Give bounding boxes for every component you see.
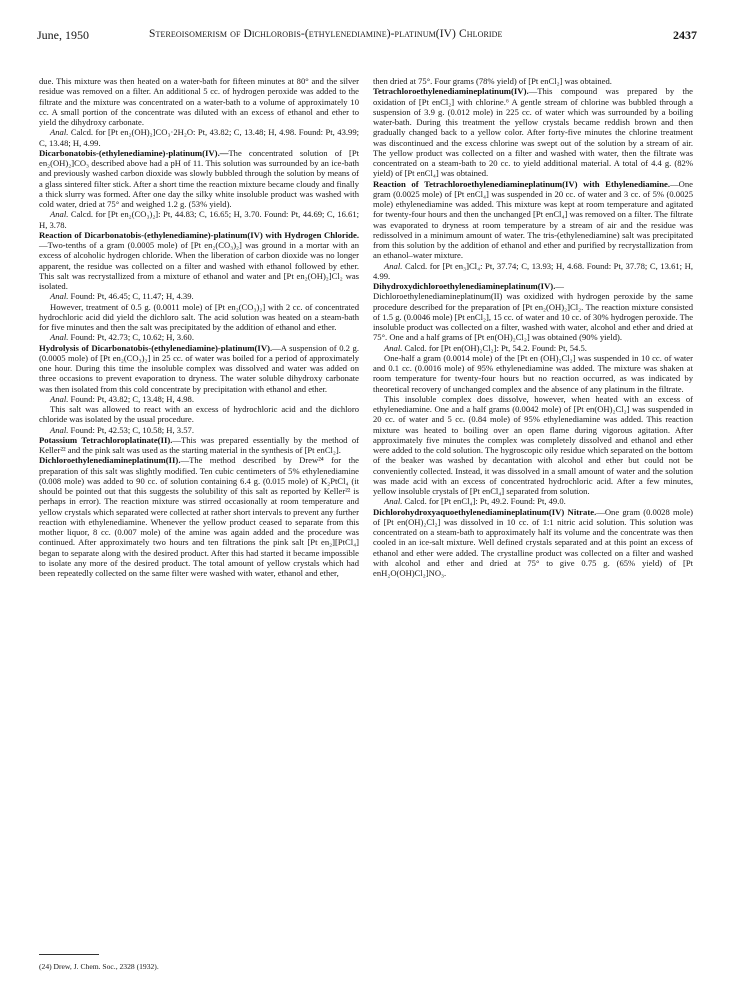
anal-label: Anal. (50, 209, 69, 220)
paragraph: This salt was allowed to react with an excess of hydrochloric acid and the dichloro chloride was isolated by the usual procedure. (39, 404, 359, 425)
analysis-line (373, 496, 693, 506)
section-heading: Hydrolysis of Dicarbonatobis-(ethylenediamine)-platinum(IV). (39, 342, 273, 353)
page-number: 2437 (673, 28, 697, 42)
header-title: Stereoisomerism of Dichlorobis-(ethylenediamine)-platinum(IV) Chloride (149, 28, 503, 40)
anal-label: Anal. (384, 342, 403, 353)
paragraph-text: —One gram (0.0028 mole) of [Pt en(OH)₂Cl₂] was dissolved in 10 cc. of 1:1 nitric acid solution. This solution was concentrated on a steam-bath to approximately half its volume and the concentrate was then cooled in an ice-salt mixture. Well defined crystals separated and at this point an excess of ethanol and ether were added. The crystalline product was collected on a filter and washed with alcohol and ether and dried at 75° to give 0.75 g. (65% yield) of [Pt enH₂O(OH)Cl₂]NO₃. (373, 506, 693, 578)
section-heading: Reaction of Dicarbonatobis-(ethylenediamine)-platinum(IV) with Hydrogen Chloride. (39, 229, 359, 240)
analysis-text: Found: Pt, 42.53; C, 10.58; H, 3.57. (70, 424, 194, 435)
analysis-text: Calcd. for [Pt en(OH)₂Cl₂]: Pt, 54.2. Found: Pt, 54.5. (404, 342, 587, 353)
analysis-text: Calcd. for [Pt en₂(CO₃)₂]: Pt, 44.83; C, 16.65; H, 3.70. Found: Pt, 44.69; C, 16.61; H, 3.78. (39, 209, 359, 230)
anal-label: Anal. (384, 496, 403, 507)
paragraph: One-half a gram (0.0014 mole) of the [Pt en (OH)₂Cl₂] was suspended in 10 cc. of water and 0.1 cc. (0.0016 mole) of 95% ethylenediamine was added. The mixture was shaken at room temperature for twenty-four hours but no reaction occurred, as was indicated by theoretical recovery of unchanged complex and the absence of any platinum in the filtrate. (373, 352, 693, 394)
footnote-divider (39, 954, 99, 955)
paragraph-text: —One gram (0.0025 mole) of [Pt enCl₄] was suspended in 20 cc. of water and 3 cc. of 5% (0.0025 mole) ethylenediamine was added. This mixture was kept at room temperature and agitated for twenty-four hours and then the unchanged [Pt enCl₄] was removed on a filter. The filtrate was evaporated to dryness at room temperature by a stream of air and the residue was redissolved in a minimum amount of water. The tris-(ethylenediamine) salt was precipitated from this solution by the addition of ethanol and ether and purified by recrystallization from an ethanol–water mixture. (373, 178, 693, 261)
paragraph: However, treatment of 0.5 g. (0.0011 mole) of [Pt en₂(CO₃)₂] with 2 cc. of concentrated hydrochloric acid did yield the dichloro salt. The acid solution was heated on a steam-bath for five minutes and then the salt was precipitated by the addition of ethanol and ether. (39, 301, 359, 332)
section-heading: Dichlorohydroxyaquoethylenediamineplatinum(IV) Nitrate. (373, 506, 597, 517)
anal-label: Anal. (50, 291, 69, 302)
paragraph-text: —Two-tenths of a gram (0.0005 mole) of [Pt en₂(CO₃)₂] was ground in a mortar with an excess of alcoholic hydrogen chloride. When the liberation of carbon dioxide was no longer apparent, the residue was collected on a filter and washed with ethanol followed by ether. This salt was recrystallized from a mixture of ethanol and water and [Pt en₂(OH)₂]Cl₂ was isolated. (39, 240, 359, 291)
analysis-text: Calcd. for [Pt en₃]Cl₄: Pt, 37.74; C, 13.93; H, 4.68. Found: Pt, 37.78; C, 13.61; H, 4.99. (373, 260, 693, 281)
header-date: June, 1950 (37, 28, 89, 42)
paragraph: then dried at 75°. Four grams (78% yield) of [Pt enCl₂] was obtained. (373, 76, 612, 86)
right-column (373, 76, 693, 578)
analysis-line (39, 332, 359, 342)
analysis-line (373, 343, 693, 353)
paragraph-text: —This was prepared essentially by the method of Keller²² and the pink salt was used as the starting material in the synthesis of [Pt enCl₂]. (39, 434, 359, 455)
running-header (37, 28, 697, 44)
left-column (39, 76, 359, 578)
analysis-text: Found: Pt, 42.73; C, 10.62; H, 3.60. (70, 332, 194, 343)
section-heading: Dichloroethylenediamineplatinum(II). (39, 455, 181, 466)
paragraph: due. This mixture was then heated on a water-bath for fifteen minutes at 80° and the silver residue was removed on a filter. An additional 5 cc. of hydrogen peroxide was added to the filtrate and the mixture was concentrated on a water-bath to a volume of approximately 10 cc. A small portion of the concentrate was diluted with an excess of ethanol and ether to yield the dihydroxy carbonate. (39, 76, 359, 127)
analysis-text: Found: Pt, 46.45; C, 11.47; H, 4.39. (70, 291, 194, 302)
section-heading: Dicarbonatobis-(ethylenediamine)-platinum(IV).— (39, 147, 229, 158)
anal-label: Anal. (50, 127, 69, 138)
section-heading: Reaction of Tetrachloroethylenediamineplatinum(IV) with Ethylenediamine. (373, 178, 671, 189)
analysis-line (39, 425, 359, 435)
paragraph-text: The concentrated solution of [Pt en₂(OH)₂]CO₃ described above had a pH of 11. This solution was surrounded by an ice-bath and previously washed carbon dioxide was slowly bubbled through the solution by means of a glass sintered filter stick. After a short time the reaction mixture became cloudy and finally a thick slurry was formed. After one day the silky white insoluble product was washed with cold water, dried at 75° and weighed 1.2 g. (53% yield). (39, 147, 359, 209)
analysis-line (39, 127, 359, 148)
analysis-text: Calcd. for [Pt enCl₄]: Pt, 49.2. Found: Pt, 49.0. (404, 496, 566, 507)
analysis-line (39, 291, 359, 301)
analysis-line (373, 261, 693, 282)
anal-label: Anal. (50, 332, 69, 343)
paragraph-text: —The method described by Drew²⁴ for the preparation of this salt was slightly modified. Ten cubic centimeters of 5% ethylenediamine (0.008 mole) was added to 90 cc. of solution containing 6.4 g. (0.015 mole) of K₂PtCl₄ (it should be pointed out that this suggests the solubility of this salt as reported by Keller²² is perhaps in error). The reaction mixture was stirred occasionally at room temperature and yellow crystals which separated were collected at rather short intervals to prevent any further reaction with ethylenediamine. Whenever the yellow product ceased to separate from this mother liquor, 8 cc. (0.007 mole) of the amine was again added and the procedure was continued. After approximately two hours and ten filtrations the pink salt [Pt en₂][PtCl₄] began to separate along with the desired product. After this had started it became impossible to isolate any more of the desired product. The total amount of yellow crystals which had been repeatedly collected on the same filter were washed with water, ethanol and ether, (39, 455, 359, 578)
analysis-text: Found: Pt, 43.82; C, 13.48; H, 4.98. (70, 393, 194, 404)
anal-label: Anal. (384, 260, 403, 271)
analysis-line (39, 394, 359, 404)
section-heading: Potassium Tetrachloroplatinate(II). (39, 434, 173, 445)
paragraph-text: —This compound was prepared by the oxidation of [Pt enCl₂] with chlorine.⁶ A gentle stream of chlorine was bubbled through a suspension of 3.9 g. (0.012 mole) in 225 cc. of water which was surrounded by a boiling water-bath. During this treatment the yellow crystals became reddish brown and then gradually changed back to a yellow color. After forty-five minutes the chlorine treatment was discontinued and the excess chlorine was swept out of the solution by a stream of air. The yellow product was collected on a filter and washed with water, then the filtrate was concentrated on a steam-bath to 20 cc. to yield additional material. A total of 4.4 g. (82% yield) of [Pt enCl₄] was obtained. (373, 86, 693, 179)
paragraph-text: —A suspension of 0.2 g. (0.0005 mole) of [Pt en₂(CO₃)₂] in 25 cc. of water was boiled for a period of approximately one hour. During this time the insoluble complex was dissolved and water was added on three occasions to prevent evaporation to dryness. The water soluble dihydroxy carbonate was then isolated from this cold concentrate by precipitation with ethanol and ether. (39, 342, 359, 394)
analysis-line (39, 209, 359, 230)
section-heading: Tetrachloroethylenediamineplatinum(IV). (373, 86, 529, 97)
paragraph-text: —Dichloroethylenediamineplatinum(II) was oxidized with hydrogen peroxide by the same procedure described for the preparation of [Pt en₂(OH)₂]Cl₂. The reaction mixture consisted of 1.5 g. (0.0046 mole) [Pt enCl₂], 15 cc. of water and 10 cc. of 30% hydrogen peroxide. The insoluble product was collected on a filter, washed with water, alcohol and ether and dried at 75°. One and a half grams of [Pt en(OH)₂Cl₂] was obtained (90% yield). (373, 281, 694, 343)
anal-label: Anal. (50, 393, 69, 404)
section-heading: Dihydroxydichloroethylenediamineplatinum(IV). (373, 281, 556, 291)
paragraph: This insoluble complex does dissolve, however, when heated with an excess of ethylenediamine. One and a half grams (0.0042 mole) of [Pt en(OH)₂Cl₂] was suspended in 20 cc. of water and 5 cc. (0.84 mole) of 95% ethylenediamine was added. This reaction mixture was heated to boiling over an open flame during vigorous agitation. After approximately five minutes the complex was completely dissolved and ethanol and ether were added to the cold solution. The hygroscopic oily residue which separated on the bottom of the beaker was washed by decantation with alcohol and ether but could not be conveniently collected. Instead, it was dissolved in a small amount of water and the solution was made acid with an excess of concentrated hydrochloric acid. After a few minutes, yellow insoluble crystals of [Pt enCl₄] separated from solution. (373, 393, 693, 496)
footnote: (24) Drew, J. Chem. Soc., 2328 (1932). (39, 962, 159, 971)
anal-label: Anal. (50, 424, 69, 435)
analysis-text: Calcd. for [Pt en₂(OH)₂]CO₃·2H₂O: Pt, 43.82; C, 13.48; H, 4.98. Found: Pt, 43.99; C, 13.48; H, 4.99. (39, 127, 359, 148)
